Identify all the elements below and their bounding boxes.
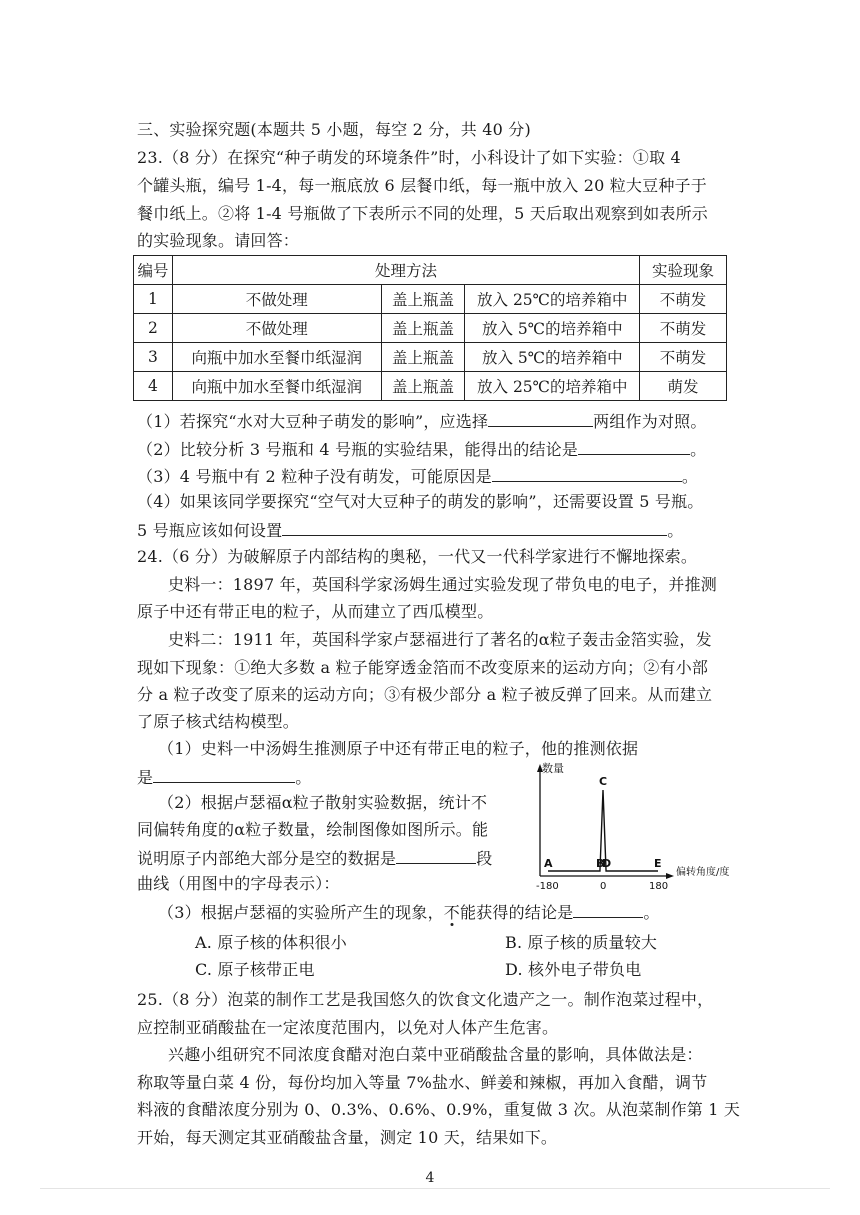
option-b[interactable]: B. 原子核的质量较大 — [505, 933, 658, 952]
table-cell: 萌发 — [640, 372, 727, 401]
q24-line-6: 分 a 粒子改变了原来的运动方向；③有极少部分 a 粒子被反弹了回来。从而建立 — [137, 685, 713, 704]
q23-sub1-text: （1）若探究“水对大豆种子萌发的影响”，应选择 — [137, 412, 489, 431]
q24-sub1-tail: 。 — [295, 768, 312, 787]
point-label-c: C — [599, 775, 608, 788]
q25-line-4: 称取等量白菜 4 份，每份均加入等量 7%盐水、鲜姜和辣椒，再加入食醋，调节 — [137, 1073, 708, 1092]
table-header-cell: 处理方法 — [172, 256, 639, 285]
option-a[interactable]: A. 原子核的体积很小 — [195, 933, 347, 952]
q24-line-7: 了原子核式结构模型。 — [137, 712, 300, 731]
table-cell: 盖上瓶盖 — [381, 285, 465, 314]
q24-sub3-text-2: 能获得的结论是 — [459, 903, 574, 922]
q25-line-5: 料液的食醋浓度分别为 0、0.3%、0.6%、0.9%，重复做 3 次。从泡菜制作第 1 天 — [137, 1100, 741, 1119]
option-c[interactable]: C. 原子核带正电 — [195, 960, 315, 979]
table-cell: 2 — [134, 314, 173, 343]
table-cell: 不做处理 — [172, 285, 381, 314]
q23-sub3 — [137, 463, 698, 489]
q24-sub3-text: （3）根据卢瑟福的实验所产生的现象， — [158, 903, 444, 922]
table-cell: 3 — [134, 343, 173, 372]
q24-sub2-tail: 段 — [476, 849, 493, 868]
q23-sub3-answer-blank[interactable] — [492, 463, 682, 482]
q23-line-4: 的实验现象。请回答： — [137, 231, 300, 250]
table-header-cell: 编号 — [134, 256, 173, 285]
q24-line-5: 现如下现象：①绝大多数 a 粒子能穿透金箔而不改变原来的运动方向；②有小部 — [137, 658, 709, 677]
q24-sub2-line4: 曲线（用图中的字母表示）： — [137, 874, 340, 893]
q23-sub4-line2 — [137, 517, 683, 543]
q24-sub3 — [158, 899, 660, 925]
table-cell: 不萌发 — [640, 343, 727, 372]
q24-sub1-answer-blank[interactable] — [153, 764, 295, 783]
x-axis-arrow — [666, 873, 674, 879]
q23-sub2-tail: 。 — [690, 440, 707, 459]
q24-sub2-line3 — [137, 845, 492, 871]
q23-sub4: （4）如果该同学要探究“空气对大豆种子的萌发的影响”，还需要设置 5 号瓶。 — [137, 492, 704, 511]
table-cell: 盖上瓶盖 — [381, 372, 465, 401]
q23-sub2-answer-blank[interactable] — [578, 436, 690, 455]
point-label-b: B — [595, 857, 605, 870]
q23-line-3: 餐巾纸上。②将 1-4 号瓶做了下表所示不同的处理，5 天后取出观察到如表所示 — [137, 204, 709, 223]
table-cell: 放入 5℃的培养箱中 — [465, 343, 640, 372]
q24-line-8: （1）史料一中汤姆生推测原子中还有带正电的粒子，他的推测依据 — [158, 739, 639, 758]
experiment-table — [133, 255, 727, 401]
q23-sub2-text: （2）比较分析 3 号瓶和 4 号瓶的实验结果，能得出的结论是 — [137, 440, 579, 459]
table-cell: 放入 5℃的培养箱中 — [465, 314, 640, 343]
table-cell: 向瓶中加水至餐巾纸湿润 — [172, 343, 381, 372]
table-cell: 1 — [134, 285, 173, 314]
q24-sub3-tail: 。 — [643, 903, 660, 922]
table-cell: 向瓶中加水至餐巾纸湿润 — [172, 372, 381, 401]
section-title: 三、实验探究题(本题共 5 小题，每空 2 分，共 40 分) — [137, 120, 531, 139]
table-cell: 不萌发 — [640, 314, 727, 343]
q25-line-1: 25.（8 分）泡菜的制作工艺是我国悠久的饮食文化遗产之一。制作泡菜过程中， — [137, 990, 714, 1009]
q23-sub4-tail: 。 — [667, 521, 684, 540]
table-row — [134, 285, 727, 314]
q23-line-2: 个罐头瓶，编号 1-4，每一瓶底放 6 层餐巾纸，每一瓶中放入 20 粒大豆种子于 — [137, 176, 707, 195]
point-label-d: D — [602, 857, 612, 870]
q24-sub1-line2 — [137, 764, 311, 790]
q23-sub3-tail: 。 — [681, 467, 699, 486]
q25-line-2: 应控制亚硝酸盐在一定浓度范围内，以免对人体产生危害。 — [137, 1018, 559, 1037]
alpha-scatter-chart — [520, 758, 760, 898]
table-header-cell: 实验现象 — [640, 256, 727, 285]
x-axis-label: 偏转角度/度 — [676, 867, 730, 878]
table-row — [134, 372, 727, 401]
q24-line-2: 史料一：1897 年，英国科学家汤姆生通过实验发现了带负电的电子，并推测 — [168, 575, 718, 594]
table-row — [134, 314, 727, 343]
q24-line-1: 24.（6 分）为破解原子内部结构的奥秘，一代又一代科学家进行不懈地探索。 — [137, 547, 698, 566]
q23-sub4-answer-blank[interactable] — [282, 517, 667, 536]
q23-sub1 — [137, 408, 707, 434]
q24-sub1-text: 是 — [137, 768, 154, 787]
emphasis-not: 不 — [443, 903, 460, 922]
table-header-row — [134, 256, 727, 285]
q24-sub2-text: 说明原子内部绝大部分是空的数据是 — [137, 849, 397, 868]
q24-line-4: 史料二：1911 年，英国科学家卢瑟福进行了著名的α粒子轰击金箔实验，发 — [168, 630, 712, 649]
q24-line-3: 原子中还有带正电的粒子，从而建立了西瓜模型。 — [137, 602, 494, 621]
q24-sub3-answer-blank[interactable] — [573, 899, 643, 918]
table-cell: 盖上瓶盖 — [381, 343, 465, 372]
bottom-divider — [40, 1188, 830, 1189]
table-cell: 4 — [134, 372, 173, 401]
point-label-a: A — [544, 857, 553, 870]
table-cell: 盖上瓶盖 — [381, 314, 465, 343]
q23-sub4-text: 5 号瓶应该如何设置 — [137, 521, 283, 540]
x-tick-label: 180 — [649, 881, 669, 892]
chart-marks — [536, 775, 668, 892]
q23-sub1-tail: 两组作为对照。 — [593, 412, 707, 431]
q24-sub2-line1: （2）根据卢瑟福α粒子散射实验数据，统计不 — [158, 793, 488, 812]
q23-sub2 — [137, 436, 706, 462]
option-d[interactable]: D. 核外电子带负电 — [505, 960, 642, 979]
q24-sub2-line2: 同偏转角度的α粒子数量，绘制图像如图所示。能 — [137, 820, 489, 839]
table-cell: 放入 25℃的培养箱中 — [465, 372, 640, 401]
table-cell: 放入 25℃的培养箱中 — [465, 285, 640, 314]
x-tick-label: 0 — [600, 881, 607, 892]
table-cell: 不做处理 — [172, 314, 381, 343]
point-label-e: E — [654, 857, 662, 870]
table-row — [134, 343, 727, 372]
q23-sub1-answer-blank[interactable] — [488, 408, 593, 427]
q25-line-3: 兴趣小组研究不同浓度食醋对泡白菜中亚硝酸盐含量的影响，具体做法是： — [168, 1045, 703, 1064]
q25-line-6: 开始，每天测定其亚硝酸盐含量，测定 10 天，结果如下。 — [137, 1128, 558, 1147]
table-cell: 不萌发 — [640, 285, 727, 314]
q23-sub3-text: （3）4 号瓶中有 2 粒种子没有萌发，可能原因是 — [137, 467, 492, 486]
q23-line-1: 23.（8 分）在探究“种子萌发的环境条件”时，小科设计了如下实验：①取 4 — [137, 148, 681, 167]
page-number: 4 — [425, 1170, 435, 1186]
q24-sub2-answer-blank[interactable] — [396, 845, 476, 864]
x-tick-label: -180 — [536, 881, 559, 892]
y-axis-label: 数量 — [542, 762, 564, 775]
